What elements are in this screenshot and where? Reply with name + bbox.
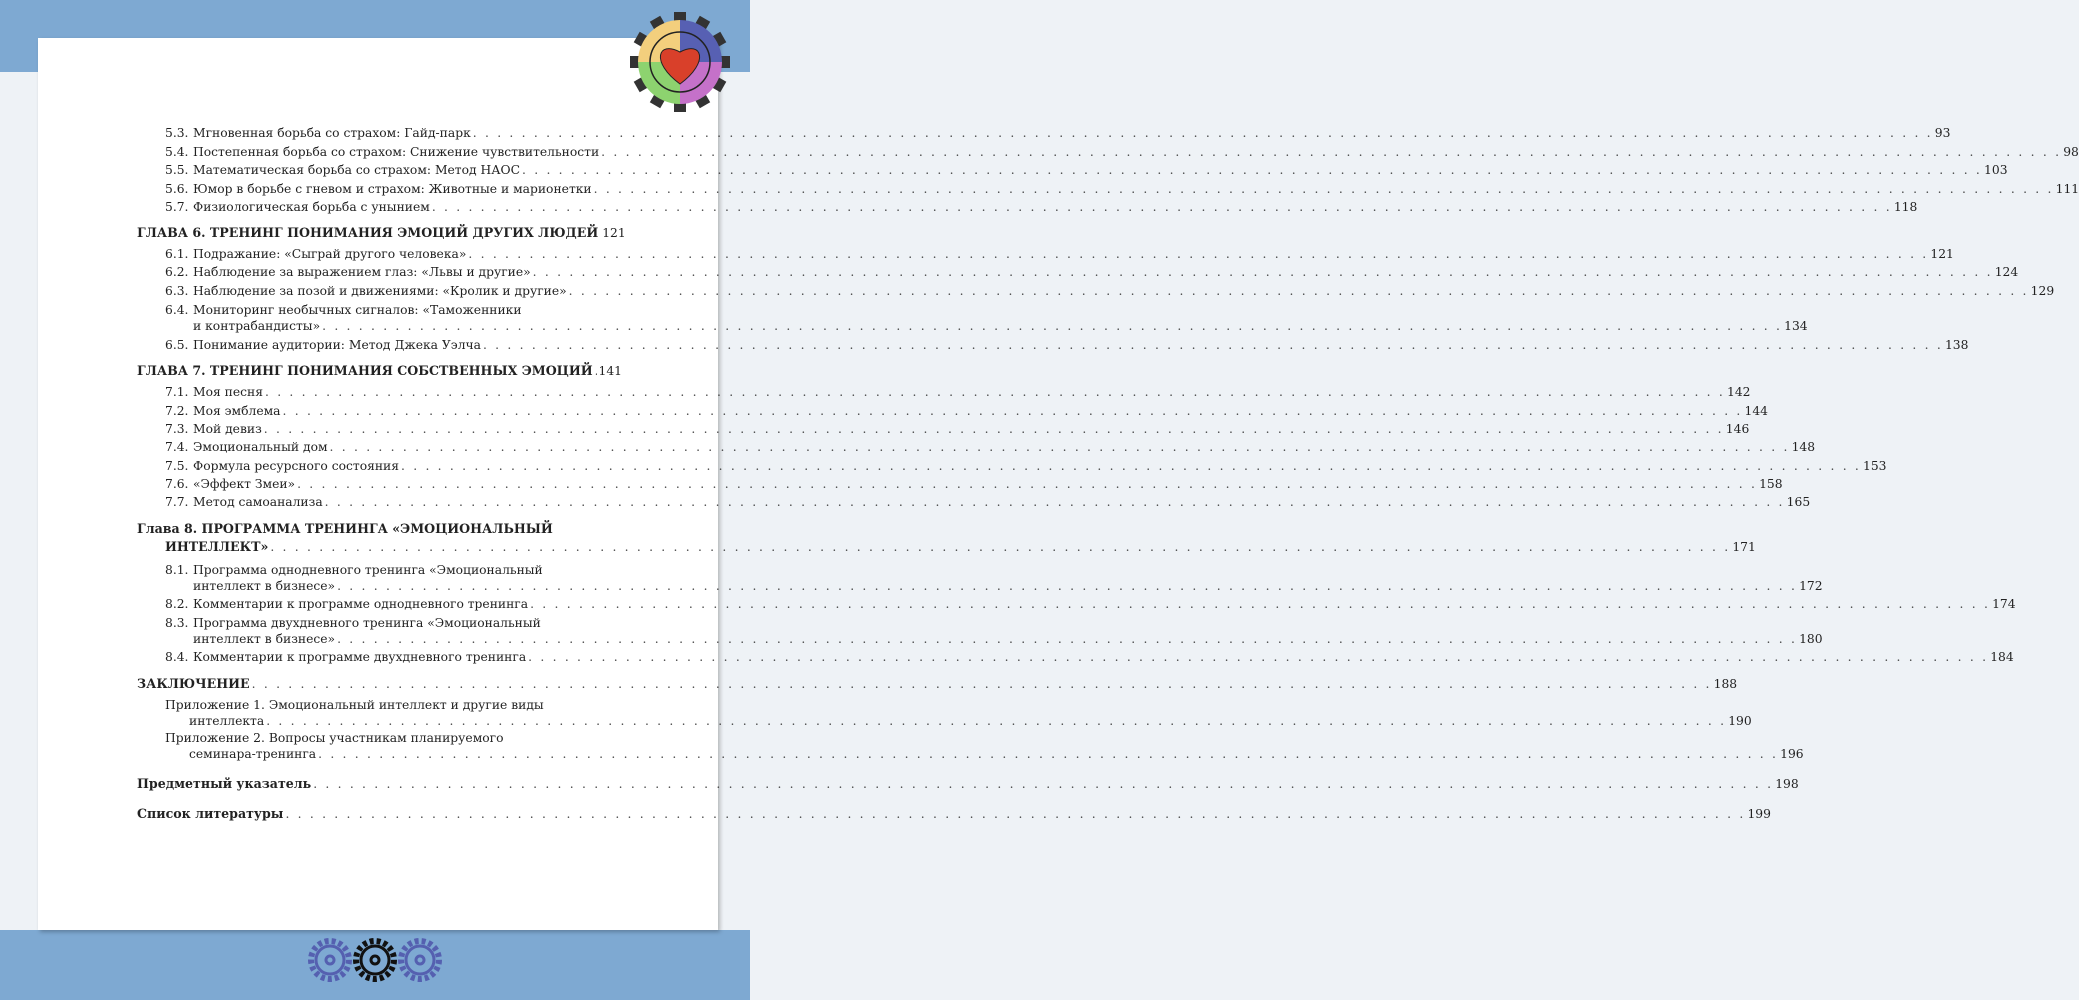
toc-entry-line	[193, 161, 2008, 179]
toc-entry-number: 7.3.	[165, 422, 189, 436]
toc-entry[interactable]	[0, 161, 2008, 179]
toc-entry-title: Юмор в борьбе с гневом и страхом: Животные и марионетки	[193, 182, 592, 196]
toc-entry-line	[193, 198, 1918, 216]
toc-entry-line	[193, 124, 1951, 142]
toc-entry[interactable]	[0, 775, 1799, 793]
dot-leader: . . . . . . . . . . . . . . . . . . . . . . . . . . . . . . . . . . . . . . . . . . . . . . . . . . . . . . . . . . . . . . . . . . . . . . . . . . . . . . . . . . . . . . . . . . . . . . . . . . . . . . . . . . . . . . . . . . . . . . . .	[528, 650, 1989, 664]
toc-entry-line	[193, 648, 2014, 666]
toc-entry-title-continued: ИНТЕЛЛЕКТ»	[165, 539, 269, 554]
toc-entry-line	[189, 712, 1752, 730]
toc-entry[interactable]	[0, 245, 1954, 263]
dot-leader: . . . . . . . . . . . . . . . . . . . . . . . . . . . . . . . . . . . . . . . . . . . . . . . . . . . . . . . . . . . . . . . . . . . . . . . . . . . . . . . . . . . . . . . . . . . . . . . . . . . . . . . . . . . . . . . . . . . . . . . .	[266, 714, 1727, 728]
toc-entry-title: Комментарии к программе однодневного тренинга	[193, 597, 529, 611]
toc-entry-line	[193, 336, 1969, 354]
dot-leader: . . . . . . . . . . . . . . . . . . . . . . . . . . . . . . . . . . . . . . . . . . . . . . . . . . . . . . . . . . . . . . . . . . . . . . . . . . . . . . . . . . . . . . . . . . . . . . . . . . . . . . . . . . . . . . . . . . . . . . . .	[472, 126, 1933, 140]
dot-leader: . . . . . . . . . . . . . . . . . . . . . . . . . . . . . . . . . . . . . . . . . . . . . . . . . . . . . . . . . . . . . . . . . . . . . . . . . . . . . . . . . . . . . . . . . . . . . . . . . . . . . . . . . . . . . . . . . . . . . . . .	[270, 540, 1731, 554]
toc-entry-line	[137, 805, 1771, 823]
toc-entry-title: Предметный указатель	[137, 776, 312, 791]
toc-entry-number: 6.1.	[165, 247, 189, 261]
toc-page-number: 121	[602, 226, 626, 240]
toc-entry-number: 7.4.	[165, 440, 189, 454]
toc-entry-line	[193, 475, 1783, 493]
toc-page-number: 158	[1759, 477, 1783, 491]
dot-leader: . . . . . . . . . . . . . . . . . . . . . . . . . . . . . . . . . . . . . . . . . . . . . . . . . . . . . . . . . . . . . . . . . . . . . . . . . . . . . . . . . . . . . . . . . . . . . . . . . . . . . . . . . . . . . . . . . . . . . . . .	[318, 747, 1779, 761]
dot-leader: . . . . . . . . . . . . . . . . . . . . . . . . . . . . . . . . . . . . . . . . . . . . . . . . . . . . . . . . . . . . . . . . . . . . . . . . . . . . . . . . . . . . . . . . . . . . . . . . . . . . . . . . . . . . . . . . . . . . . . . .	[601, 145, 2062, 159]
toc-page-number: 134	[1784, 319, 1808, 333]
toc-page-number: 153	[1863, 459, 1887, 473]
toc-entry-title: Глава 8. ПРОГРАММА ТРЕНИНГА «ЭМОЦИОНАЛЬНЫЙ	[137, 521, 553, 536]
toc-entry-title: ЗАКЛЮЧЕНИЕ	[137, 676, 250, 691]
toc-entry[interactable]	[0, 745, 1804, 763]
toc-entry-title: Мой девиз	[193, 422, 262, 436]
toc-page-number: 93	[1934, 126, 1951, 140]
toc-entry[interactable]	[0, 520, 750, 538]
toc-entry-title: Комментарии к программе двухдневного тренинга	[193, 650, 527, 664]
toc-entry[interactable]	[0, 198, 1918, 216]
toc-page-number: 129	[2030, 284, 2055, 298]
dot-leader: . . . . . . . . . . . . . . . . . . . . . . . . . . . . . . . . . . . . . . . . . . . . . . . . . . . . . . . . . . . . . . . . . . . . . . . . . . . . . . . . . . . . . . . . . . . . . . . . . . . . . . . . . . . . . . . . . . . . . . . .	[264, 385, 1725, 399]
toc-entry[interactable]	[0, 336, 1969, 354]
toc-page-number: 188	[1713, 677, 1738, 691]
toc-entry-title: «Эффект Змеи»	[193, 477, 296, 491]
toc-entry-number: 6.5.	[165, 338, 189, 352]
toc-entry-number: 5.4.	[165, 145, 189, 159]
toc-entry[interactable]	[0, 317, 1808, 335]
toc-entry[interactable]	[0, 420, 1750, 438]
toc-entry-title: Программа однодневного тренинга «Эмоциональный	[193, 563, 543, 577]
toc-page-number: 172	[1799, 579, 1823, 593]
toc-entry-number: 7.7.	[165, 495, 189, 509]
dot-leader: . . . . . . . . . . . . . . . . . . . . . . . . . . . . . . . . . . . . . . . . . . . . . . . . . . . . . . . . . . . . . . . . . . . . . . . . . . . . . . . . . . . . . . . . . . . . . . . . . . . . . . . . . . . . . . . . . . . . . . . .	[468, 247, 1929, 261]
toc-entry-title: Метод самоанализа	[193, 495, 323, 509]
dot-leader: . . . . . . . . . . . . . . . . . . . . . . . . . . . . . . . . . . . . . . . . . . . . . . . . . . . . . . . . . . . . . . . . . . . . . . . . . . . . . . . . . . . . . . . . . . . . . . . . . . . . . . . . . . . . . . . . . . . . . . . .	[532, 265, 1993, 279]
toc-entry-title-continued: семинара-тренинга	[189, 747, 317, 761]
dot-leader: . . . . . . . . . . . . . . . . . . . . . . . . . . . . . . . . . . . . . . . . . . . . . . . . . . . . . . . . . . . . . . . . . . . . . . . . . . . . . . . . . . . . . . . . . . . . . . . . . . . . . . . . . . . . . . . . . . . . . . . .	[263, 422, 1724, 436]
toc-page-number: 148	[1791, 440, 1816, 454]
toc-entry[interactable]	[0, 538, 1756, 556]
toc-entry-line	[137, 675, 1738, 693]
toc-entry-title: Наблюдение за выражением глаз: «Львы и другие»	[193, 265, 531, 279]
toc-entry[interactable]	[0, 402, 1769, 420]
toc-entry-line	[193, 457, 1887, 475]
dot-leader: . . . . . . . . . . . . . . . . . . . . . . . . . . . . . . . . . . . . . . . . . . . . . . . . . . . . . . . . . . . . . . . . . . . . . . . . . . . . . . . . . . . . . . . . . . . . . . . . . . . . . . . . . . . . . . . . . . . . . . . .	[401, 459, 1862, 473]
toc-entry-line	[189, 745, 1804, 763]
toc-page-number: 121	[1930, 247, 1954, 261]
toc-entry[interactable]	[0, 362, 750, 380]
dot-leader: . . . . . . . . . . . . . . . . . . . . . . . . . . . . . . . . . . . . . . . . . . . . . . . . . . . . . . . . . . . . . . . . . . . . . . . . . . . . . . . . . . . . . . . . . . . . . . . . . . . . . . . . . . . . . . . . . . . . . . . .	[282, 404, 1743, 418]
toc-entry-line	[193, 630, 1823, 648]
toc-entry-title: Приложение 1. Эмоциональный интеллект и другие виды	[165, 698, 544, 712]
toc-entry-title-continued: интеллекта	[189, 714, 265, 728]
dot-leader: . . . . . . . . . . . . . . . . . . . . . . . . . . . . . . . . . . . . . . . . . . . . . . . . . . . . . . . . . . . . . . . . . . . . . . . . . . . . . . . . . . . . . . . . . . . . . . . . . . . . . . . . . . . . . . . . . . . . . . . .	[522, 163, 1983, 177]
toc-page-number: 141	[598, 364, 622, 378]
toc-page-number: 184	[1990, 650, 2014, 664]
toc-page-number: 138	[1944, 338, 1969, 352]
toc-entry[interactable]	[0, 282, 2055, 300]
toc-page-number: 198	[1775, 777, 1799, 791]
toc-entry-title: Мониторинг необычных сигналов: «Таможенники	[193, 303, 522, 317]
dot-leader: . . . . . . . . . . . . . . . . . . . . . . . . . . . . . . . . . . . . . . . . . . . . . . . . . . . . . . . . . . . . . . . . . . . . . . . . . . . . . . . . . . . . . . . . . . . . . . . . . . . . . . . . . . . . . . . . . . . . . . . .	[329, 440, 1790, 454]
toc-entry-number: 5.6.	[165, 182, 189, 196]
toc-entry-number: 7.5.	[165, 459, 189, 473]
toc-entry-title: Приложение 2. Вопросы участникам планируемого	[165, 731, 504, 745]
dot-leader: . . . . . . . . . . . . . . . . . . . . . . . . . . . . . . . . . . . . . . . . . . . . . . . . . . . . . . . . . . . . . . . . . . . . . . . . . . . . . . . . . . . . . . . . . . . . . . . . . . . . . . . . . . . . . . . . . . . . . . . .	[313, 777, 1774, 791]
toc-entry-number: 5.5.	[165, 163, 189, 177]
toc-entry-title: Моя песня	[193, 385, 263, 399]
toc-entry-line	[193, 263, 2019, 281]
toc-entry-title-continued: интеллект в бизнесе»	[193, 632, 336, 646]
toc-entry[interactable]	[0, 457, 1887, 475]
toc-entry-line	[193, 143, 2079, 161]
dot-leader: . . . . . . . . . . . . . . . . . . . . . . . . . . . . . . . . . . . . . . . . . . . . . . . . . . . . . . . . . . . . . . . . . . . . . . . . . . . . . . . . . . . . . . . . . . . . . . . . . . . . . . . . . . . . . . . . . . . . . . . .	[337, 579, 1798, 593]
toc-entry-title: Подражание: «Сыграй другого человека»	[193, 247, 467, 261]
dot-leader: . . . . . . . . . . . . . . . . . . . . . . . . . . . . . . . . . . . . . . . . . . . . . . . . . . . . . . . . . . . . . . . . . . . . . . . . . . . . . . . . . . . . . . . . . . . . . . . . . . . . . . . . . . . . . . . . . . . . . . . .	[593, 182, 2054, 196]
toc-page-number: 171	[1732, 540, 1756, 554]
dot-leader: . . . . . . . . . . . . . . . . . . . . . . . . . . . . . . . . . . . . . . . . . . . . . . . . . . . . . . . . . . . . . . . . . . . . . . . . . . . . . . . . . . . . . . . . . . . . . . . . . . . . . . . . . . . . . . . . . . . . . . . .	[431, 200, 1892, 214]
toc-entry-title: Постепенная борьба со страхом: Снижение чувствительности	[193, 145, 600, 159]
toc-entry[interactable]	[0, 383, 1751, 401]
toc-entry-title-continued: и контрабандисты»	[193, 319, 321, 333]
toc-entry[interactable]	[0, 648, 2014, 666]
emotional-intelligence-gear-logo	[625, 12, 735, 112]
toc-entry-number: 8.2.	[165, 597, 189, 611]
toc-page-number: 174	[1992, 597, 2016, 611]
toc-entry[interactable]	[0, 630, 1823, 648]
toc-entry[interactable]	[0, 180, 2079, 198]
toc-entry-number: 6.2.	[165, 265, 189, 279]
toc-entry-number: 8.4.	[165, 650, 189, 664]
toc-entry-line	[193, 383, 1751, 401]
toc-entry-title: Наблюдение за позой и движениями: «Кролик и другие»	[193, 284, 567, 298]
toc-entry[interactable]	[0, 143, 2079, 161]
toc-entry-title: Физиологическая борьба с унынием	[193, 200, 430, 214]
dot-leader	[595, 362, 597, 380]
toc-entry[interactable]	[0, 124, 1951, 142]
dot-leader: . . . . . . . . . . . . . . . . . . . . . . . . . . . . . . . . . . . . . . . . . . . . . . . . . . . . . . . . . . . . . . . . . . . . . . . . . . . . . . . . . . . . . . . . . . . . . . . . . . . . . . . . . . . . . . . . . . . . . . . .	[297, 477, 1758, 491]
dot-leader: . . . . . . . . . . . . . . . . . . . . . . . . . . . . . . . . . . . . . . . . . . . . . . . . . . . . . . . . . . . . . . . . . . . . . . . . . . . . . . . . . . . . . . . . . . . . . . . . . . . . . . . . . . . . . . . . . . . . . . . .	[285, 807, 1746, 821]
toc-entry-title: Эмоциональный дом	[193, 440, 328, 454]
toc-page-number: 118	[1893, 200, 1918, 214]
toc-entry[interactable]	[0, 577, 1823, 595]
toc-entry-line	[193, 180, 2079, 198]
toc-entry-line	[137, 362, 622, 380]
toc-entry-title: Формула ресурсного состояния	[193, 459, 400, 473]
toc-page-number: 98	[2063, 145, 2079, 159]
toc-entry[interactable]	[0, 712, 1752, 730]
toc-entry[interactable]	[0, 438, 1816, 456]
toc-entry-number: 7.2.	[165, 404, 189, 418]
toc-entry-number: 7.1.	[165, 385, 189, 399]
toc-page-number: 190	[1728, 714, 1752, 728]
dot-leader: . . . . . . . . . . . . . . . . . . . . . . . . . . . . . . . . . . . . . . . . . . . . . . . . . . . . . . . . . . . . . . . . . . . . . . . . . . . . . . . . . . . . . . . . . . . . . . . . . . . . . . . . . . . . . . . . . . . . . . . .	[251, 677, 1712, 691]
dot-leader: . . . . . . . . . . . . . . . . . . . . . . . . . . . . . . . . . . . . . . . . . . . . . . . . . . . . . . . . . . . . . . . . . . . . . . . . . . . . . . . . . . . . . . . . . . . . . . . . . . . . . . . . . . . . . . . . . . . . . . . .	[568, 284, 2029, 298]
toc-page-number: 146	[1725, 422, 1750, 436]
toc-entry-title-continued: интеллект в бизнесе»	[193, 579, 336, 593]
toc-entry-line	[165, 538, 1756, 556]
toc-entry-line	[193, 245, 1954, 263]
toc-entry-number: 6.3.	[165, 284, 189, 298]
toc-entry-line	[193, 317, 1808, 335]
toc-entry-line	[193, 402, 1769, 420]
toc-entry-number: 8.3.	[165, 616, 189, 630]
dot-leader: . . . . . . . . . . . . . . . . . . . . . . . . . . . . . . . . . . . . . . . . . . . . . . . . . . . . . . . . . . . . . . . . . . . . . . . . . . . . . . . . . . . . . . . . . . . . . . . . . . . . . . . . . . . . . . . . . . . . . . . .	[322, 319, 1783, 333]
toc-page-number: 124	[1994, 265, 2019, 279]
toc-entry-title: Понимание аудитории: Метод Джека Уэлча	[193, 338, 481, 352]
toc-entry-line	[193, 577, 1823, 595]
toc-entry-number: 5.3.	[165, 126, 189, 140]
toc-entry[interactable]	[0, 224, 750, 242]
gears-decoration-icon	[305, 935, 445, 985]
toc-entry-line	[193, 595, 2016, 613]
toc-page-number: 196	[1780, 747, 1804, 761]
toc-entry-title: ГЛАВА 7. ТРЕНИНГ ПОНИМАНИЯ СОБСТВЕННЫХ ЭМОЦИЙ	[137, 363, 593, 378]
toc-page-number: 111	[2055, 182, 2079, 196]
toc-entry[interactable]	[0, 675, 1738, 693]
toc-entry-title: Программа двухдневного тренинга «Эмоциональный	[193, 616, 541, 630]
toc-page-number: 142	[1727, 385, 1751, 399]
toc-page-number: 144	[1744, 404, 1769, 418]
toc-entry-line	[193, 438, 1816, 456]
toc-entry-number: 6.4.	[165, 303, 189, 317]
toc-entry-line	[137, 775, 1799, 793]
toc-entry-number: 5.7.	[165, 200, 189, 214]
toc-entry-title: Моя эмблема	[193, 404, 281, 418]
toc-entry[interactable]	[0, 475, 1783, 493]
toc-entry-title: ГЛАВА 6. ТРЕНИНГ ПОНИМАНИЯ ЭМОЦИЙ ДРУГИХ ЛЮДЕЙ	[137, 225, 599, 240]
toc-entry[interactable]	[0, 805, 1771, 823]
toc-entry-title: Математическая борьба со страхом: Метод НАОС	[193, 163, 521, 177]
toc-entry-title: Мгновенная борьба со страхом: Гайд-парк	[193, 126, 471, 140]
toc-entry-line	[193, 420, 1750, 438]
toc-page-number: 180	[1799, 632, 1823, 646]
toc-entry[interactable]	[0, 595, 2016, 613]
toc-entry-number: 7.6.	[165, 477, 189, 491]
toc-entry-line	[137, 224, 626, 242]
dot-leader: . . . . . . . . . . . . . . . . . . . . . . . . . . . . . . . . . . . . . . . . . . . . . . . . . . . . . . . . . . . . . . . . . . . . . . . . . . . . . . . . . . . . . . . . . . . . . . . . . . . . . . . . . . . . . . . . . . . . . . . .	[337, 632, 1798, 646]
dot-leader: . . . . . . . . . . . . . . . . . . . . . . . . . . . . . . . . . . . . . . . . . . . . . . . . . . . . . . . . . . . . . . . . . . . . . . . . . . . . . . . . . . . . . . . . . . . . . . . . . . . . . . . . . . . . . . . . . . . . . . . .	[324, 495, 1785, 509]
toc-entry-line	[193, 282, 2055, 300]
toc-entry-number: 8.1.	[165, 563, 189, 577]
toc-page-number: 103	[1984, 163, 2008, 177]
toc-entry-line	[193, 493, 1811, 511]
toc-entry-title: Список литературы	[137, 806, 284, 821]
toc-entry[interactable]	[0, 263, 2019, 281]
toc-page-number: 165	[1786, 495, 1811, 509]
toc-entry[interactable]	[0, 493, 1811, 511]
toc-page-number: 199	[1747, 807, 1771, 821]
dot-leader: . . . . . . . . . . . . . . . . . . . . . . . . . . . . . . . . . . . . . . . . . . . . . . . . . . . . . . . . . . . . . . . . . . . . . . . . . . . . . . . . . . . . . . . . . . . . . . . . . . . . . . . . . . . . . . . . . . . . . . . .	[482, 338, 1943, 352]
dot-leader: . . . . . . . . . . . . . . . . . . . . . . . . . . . . . . . . . . . . . . . . . . . . . . . . . . . . . . . . . . . . . . . . . . . . . . . . . . . . . . . . . . . . . . . . . . . . . . . . . . . . . . . . . . . . . . . . . . . . . . . .	[530, 597, 1991, 611]
